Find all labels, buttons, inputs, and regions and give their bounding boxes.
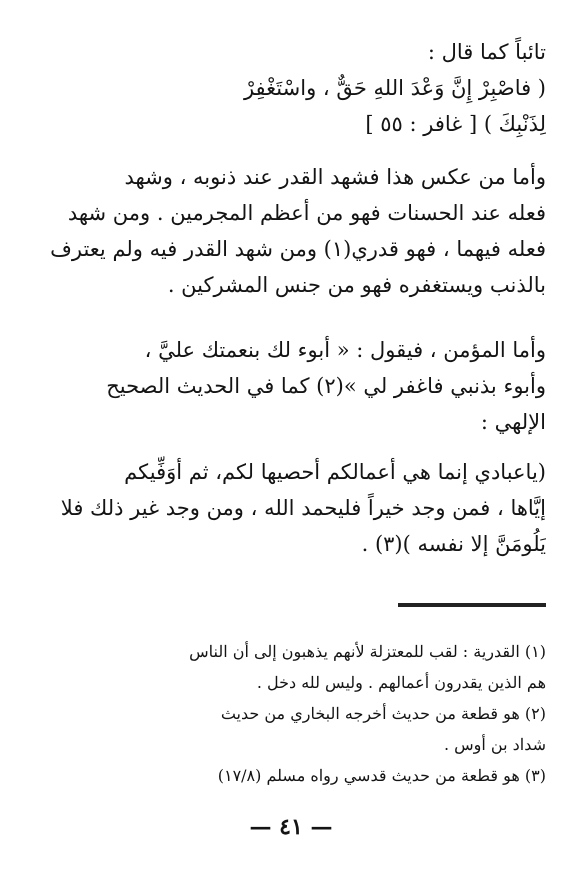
footnote-divider [398, 603, 546, 607]
section-heading: تائباً كما قال : [427, 40, 546, 64]
footnote-line: (٢) هو قطعة من حديث أخرجه البخاري من حديث [220, 704, 546, 723]
footnotes [32, 636, 546, 791]
paragraph-line: فعله فيهما ، فهو قدري(١) ومن شهد القدر فيه ولم يعترف [50, 237, 546, 261]
intro-section [32, 34, 546, 142]
footnote-line: (١) القدرية : لقب للمعتزلة لأنهم يذهبون إلى أن الناس [189, 642, 546, 661]
quran-verse-line: لِذَنْبِكَ ) [ غافر : ٥٥ ] [365, 112, 546, 136]
footnote-line: شداد بن أوس . [443, 735, 546, 754]
paragraph-line: وأبوء بذنبي فاغفر لي »(٢) كما في الحديث الصحيح [106, 374, 546, 398]
paragraph-line: (ياعبادي إنما هي أعمالكم أحصيها لكم، ثم أوَفِّيكم [124, 460, 546, 484]
paragraph-line: وأما من عكس هذا فشهد القدر عند ذنوبه ، وشهد [124, 165, 546, 189]
paragraph-line: الإلهي : [480, 410, 546, 434]
paragraph-line: يَلُومَنَّ إلا نفسه )(٣) . [361, 532, 546, 556]
page-number: — ٤١ — [249, 814, 333, 840]
paragraph-line: فعله عند الحسنات فهو من أعظم المجرمين . ومن شهد [67, 201, 546, 225]
paragraph-line: إيَّاها ، فمن وجد خيراً فليحمد الله ، ومن وجد غير ذلك فلا [60, 496, 546, 520]
footnote-line: (٣) هو قطعة من حديث قدسي رواه مسلم (١٧/٨) [217, 766, 546, 785]
paragraph-line: وأما المؤمن ، فيقول : « أبوء لك بنعمتك عليَّ ، [144, 338, 546, 362]
footnote-line: هم الذين يقدرون أعمالهم . وليس لله دخل . [256, 673, 546, 692]
paragraph [32, 454, 546, 562]
paragraph [32, 159, 546, 303]
paragraph [32, 332, 546, 440]
paragraph-line: بالذنب ويستغفره فهو من جنس المشركين . [167, 273, 546, 297]
quran-verse-line: ( فاصْبِرْ إِنَّ وَعْدَ اللهِ حَقٌّ ، واسْتَغْفِرْ [243, 76, 546, 100]
